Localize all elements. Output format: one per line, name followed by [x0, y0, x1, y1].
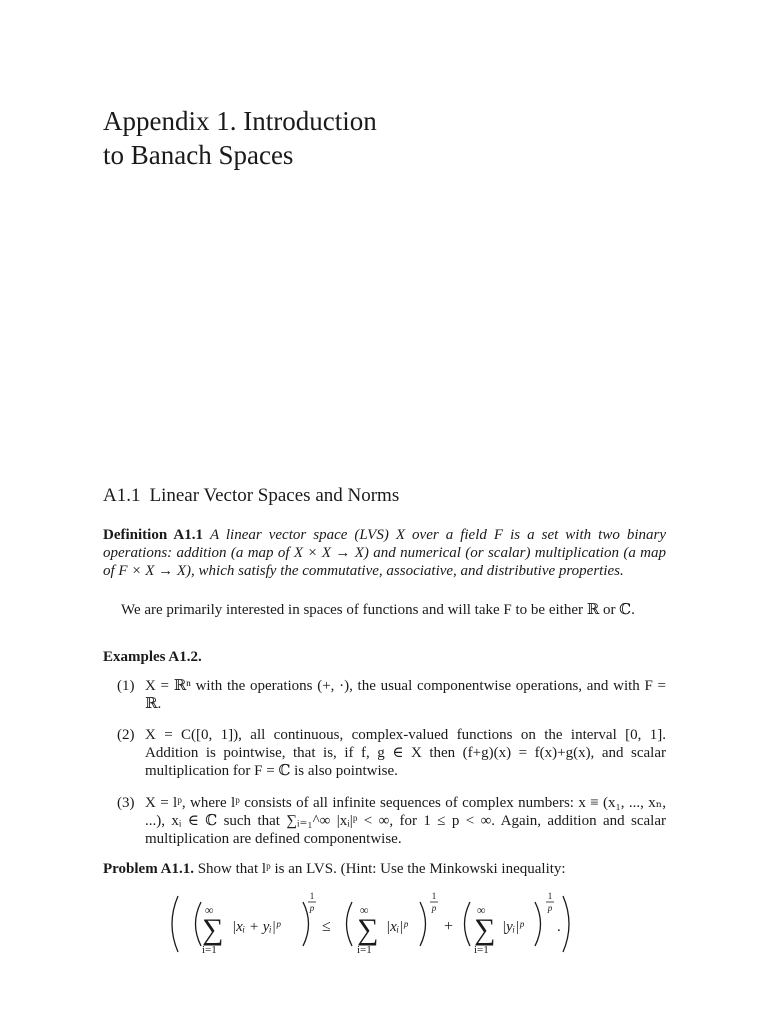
sum-term: |yᵢ|ᵖ [502, 919, 524, 935]
minkowski-inequality [0, 884, 768, 964]
exponent-numerator: 1 [547, 891, 553, 901]
section-title: Linear Vector Spaces and Norms [149, 485, 400, 506]
chapter-title-line-2: to Banach Spaces [103, 140, 294, 170]
example-text: X = ℝⁿ with the operations (+, ·), the usual componentwise operations, and with F = ℝ. [145, 678, 666, 712]
sum-sign: ∑ [474, 913, 496, 946]
exponent-denominator: p [431, 903, 437, 913]
sum-term: |xᵢ|ᵖ [386, 919, 408, 935]
intro-paragraph: We are primarily interested in spaces of functions and will take F to be either ℝ or ℂ. [121, 602, 635, 618]
exponent-denominator: p [309, 903, 315, 913]
chapter-title-line-1: Appendix 1. Introduction [103, 106, 377, 136]
example-item-3 [117, 794, 666, 848]
example-item-1 [117, 677, 666, 713]
problem-label: Problem A1.1. [103, 861, 194, 877]
sum-sign: ∑ [202, 913, 224, 946]
sum-lower-limit: i=1 [357, 944, 372, 956]
le-sign: ≤ [322, 918, 331, 935]
exponent-denominator: p [547, 903, 553, 913]
exponent-numerator: 1 [309, 891, 315, 901]
sum-upper-limit: ∞ [205, 903, 214, 917]
example-item-2 [117, 726, 666, 780]
chapter-title [103, 104, 377, 172]
problem-text: Show that lᵖ is an LVS. (Hint: Use the Minkowski inequality: [197, 861, 566, 877]
sum-upper-limit: ∞ [477, 903, 486, 917]
example-marker: (1) [117, 678, 135, 694]
exponent-numerator: 1 [431, 891, 437, 901]
sum-lower-limit: i=1 [202, 944, 217, 956]
formula-end-period: . [557, 919, 561, 935]
example-marker: (3) [117, 795, 135, 811]
examples-heading: Examples A1.2. [103, 649, 202, 665]
section-number: A1.1 [103, 485, 141, 506]
example-text: X = C([0, 1]), all continuous, complex-valued functions on the interval [0, 1]. Addition is pointwise, that is, if f, g ∈ X then (f+g)(x) = f(x)+g(x), and scalar multiplication for F = ℂ is also pointwise. [145, 727, 666, 779]
example-marker: (2) [117, 727, 135, 743]
definition-a1-1 [103, 526, 666, 580]
problem-a1-1 [103, 860, 666, 878]
sum-lower-limit: i=1 [474, 944, 489, 956]
sum-upper-limit: ∞ [360, 903, 369, 917]
definition-label: Definition A1.1 [103, 527, 203, 543]
section-heading [103, 484, 399, 508]
definition-text: A linear vector space (LVS) X over a field F is a set with two binary operations: addition (a map of X × X → X) and numerical (or scalar) multiplication (a map of F × X → X), which satisfy the commutative, associative, and distributive properties. [103, 527, 667, 579]
sum-sign: ∑ [357, 913, 379, 946]
sum-term: |xᵢ + yᵢ|ᵖ [232, 919, 281, 935]
plus-sign: + [444, 918, 454, 935]
example-text: X = lᵖ, where lᵖ consists of all infinite sequences of complex numbers: x ≡ (x₁, ..., xₙ, ...), xᵢ ∈ ℂ such that ∑ᵢ₌₁^∞ |xᵢ|ᵖ < ∞, for 1 ≤ p < ∞. Again, addition and scalar multiplication are defined componentwise. [145, 795, 666, 847]
